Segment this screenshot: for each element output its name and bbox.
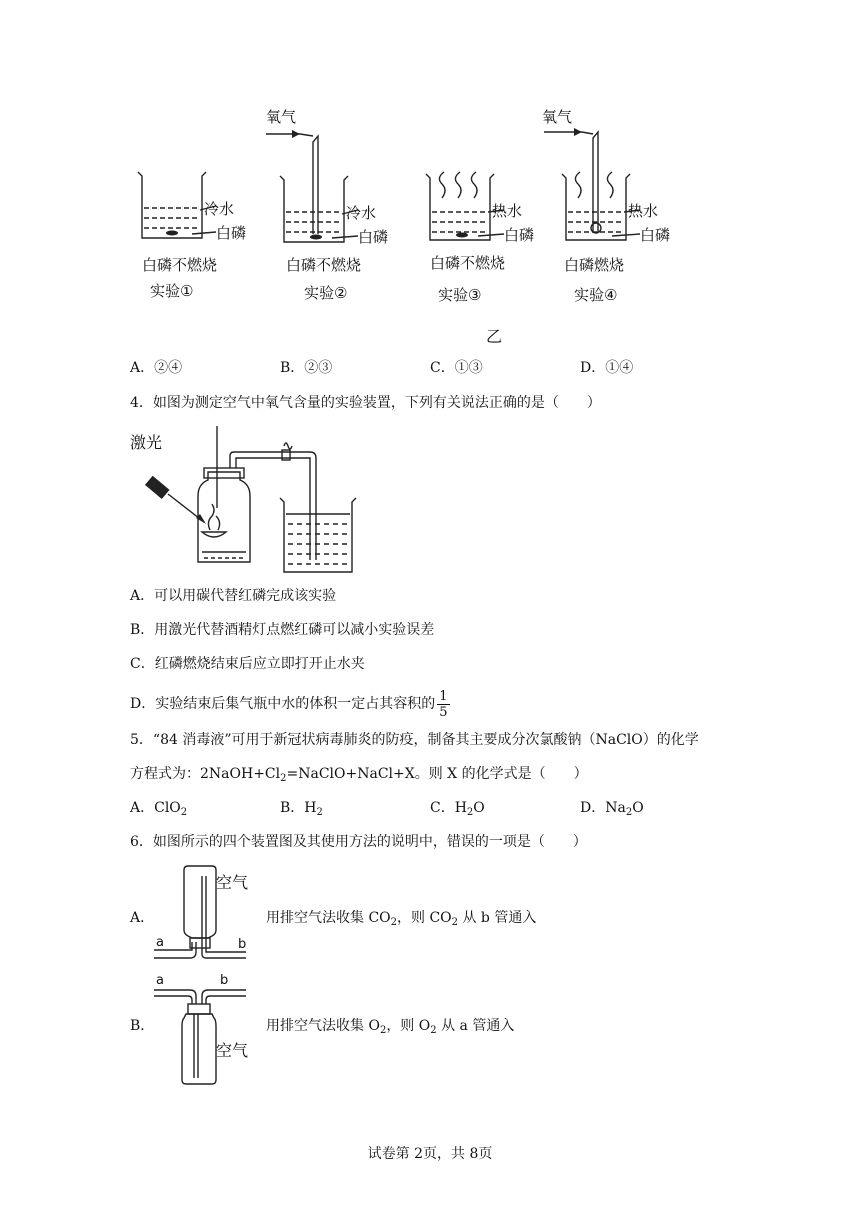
q4-option-d-fraction [437, 689, 449, 720]
q3-exp3-result: 白磷不燃烧 [430, 254, 506, 272]
q3-option-b[interactable]: B．②③ [280, 360, 333, 376]
page-footer: 试卷第 2页，共 8页 [367, 1146, 493, 1162]
q4-option-b[interactable]: B．用激光代替酒精灯点燃红磷可以减小实验误差 [130, 622, 435, 638]
q3-figure-caption: 乙 [486, 327, 503, 346]
q3-exp3-water: 热水 [492, 202, 523, 220]
q3-exp4-name: 实验④ [574, 286, 618, 304]
q6a-port-b: b [238, 937, 247, 952]
q6b-text2: ，则 O [386, 1018, 431, 1034]
q3-option-d[interactable]: D．①④ [580, 360, 634, 376]
q3-option-c[interactable]: C．①③ [430, 360, 483, 376]
q6a-text1: 用排空气法收集 CO [266, 910, 391, 926]
q3-gas-label-4: 氧气 [542, 108, 573, 126]
q6-option-b-letter[interactable]: B． [130, 1018, 155, 1034]
q3-exp2-phosphorus: 白磷 [358, 228, 389, 246]
q3-exp2-name: 实验② [304, 284, 348, 302]
q5-opt-d-sub: 2 [625, 807, 633, 818]
q6-bottle-b-figure [150, 968, 270, 1090]
q3-exp1-water: 冷水 [204, 200, 235, 218]
q6-bottle-a-figure [150, 862, 270, 968]
q4-apparatus-figure [130, 420, 370, 580]
q4-fraction-numerator: 1 [439, 688, 448, 704]
q6-option-a-letter[interactable]: A． [130, 910, 155, 926]
q6a-sub1: 2 [390, 917, 398, 928]
q5-opt-a-sub: 2 [180, 807, 188, 818]
q6a-air-label: 空气 [216, 873, 249, 892]
q6b-port-a: a [156, 973, 164, 988]
q6a-text3: 从 b 管通入 [458, 910, 537, 926]
q4-laser-label: 激光 [130, 433, 163, 452]
q3-exp3-name: 实验③ [438, 286, 482, 304]
q5-option-d[interactable] [580, 798, 644, 823]
q5-opt-a-text: A．ClO [130, 800, 181, 816]
q6b-sub1: 2 [379, 1025, 387, 1036]
q3-exp4-water: 热水 [628, 202, 659, 220]
q6a-port-a: a [156, 935, 164, 950]
q6b-port-b: b [220, 973, 229, 988]
q3-exp1-phosphorus: 白磷 [216, 224, 247, 242]
q5-opt-b-sub: 2 [316, 807, 323, 818]
q5-line2-sub: 2 [280, 773, 287, 784]
q5-stem-line2 [130, 764, 588, 789]
q4-option-d[interactable] [130, 684, 450, 724]
q4-option-c[interactable]: C．红磷燃烧结束后应立即打开止水夹 [130, 656, 365, 672]
q5-option-c[interactable] [430, 798, 485, 823]
q5-line2-a: 方程式为：2NaOH+Cl [130, 766, 281, 782]
q6a-text2: ，则 CO [397, 910, 452, 926]
q4-stem: 4．如图为测定空气中氧气含量的实验装置，下列有关说法正确的是（ ） [130, 395, 601, 411]
q5-opt-c-end: O [473, 800, 485, 816]
q5-opt-c-sub: 2 [466, 807, 474, 818]
q3-exp3-phosphorus: 白磷 [504, 226, 535, 244]
q3-gas-label-2: 氧气 [266, 108, 297, 126]
q3-exp4-phosphorus: 白磷 [640, 226, 671, 244]
q5-option-a[interactable] [130, 798, 187, 823]
q3-option-a[interactable]: A．②④ [130, 360, 183, 376]
q6-option-a-text[interactable] [266, 908, 536, 933]
q5-stem-line1: 5．“84 消毒液”可用于新冠状病毒肺炎的防疫，制备其主要成分次氯酸钠（NaClO）的化学 [130, 732, 699, 748]
q5-option-b[interactable] [280, 798, 323, 823]
q6-stem: 6．如图所示的四个装置图及其使用方法的说明中，错误的一项是（ ） [130, 834, 587, 850]
q6b-text3: 从 a 管通入 [436, 1018, 515, 1034]
q6b-sub2: 2 [430, 1025, 437, 1036]
q5-opt-c-text: C．H [430, 800, 467, 816]
q3-exp1-name: 实验① [150, 282, 194, 300]
q4-option-a[interactable]: A．可以用碳代替红磷完成该实验 [130, 588, 337, 604]
q6-option-b-text[interactable] [266, 1016, 514, 1041]
q5-opt-d-end: O [632, 800, 644, 816]
q5-opt-d-text: D．Na [580, 800, 626, 816]
q6b-air-label: 空气 [216, 1041, 249, 1060]
q3-exp2-result: 白磷不燃烧 [286, 256, 362, 274]
q3-figure [120, 100, 680, 350]
q5-line2-b: =NaClO+NaCl+X。则 X 的化学式是（ ） [286, 766, 588, 782]
q4-fraction-denominator: 5 [439, 704, 448, 720]
q5-opt-b-text: B．H [280, 800, 317, 816]
q3-exp1-result: 白磷不燃烧 [142, 256, 218, 274]
q3-exp4-result: 白磷燃烧 [564, 256, 625, 274]
q6a-sub2: 2 [451, 917, 459, 928]
q6b-text1: 用排空气法收集 O [266, 1018, 380, 1034]
q4-option-d-text: D．实验结束后集气瓶中水的体积一定占其容积的 [130, 696, 436, 712]
q3-exp2-water: 冷水 [346, 204, 377, 222]
